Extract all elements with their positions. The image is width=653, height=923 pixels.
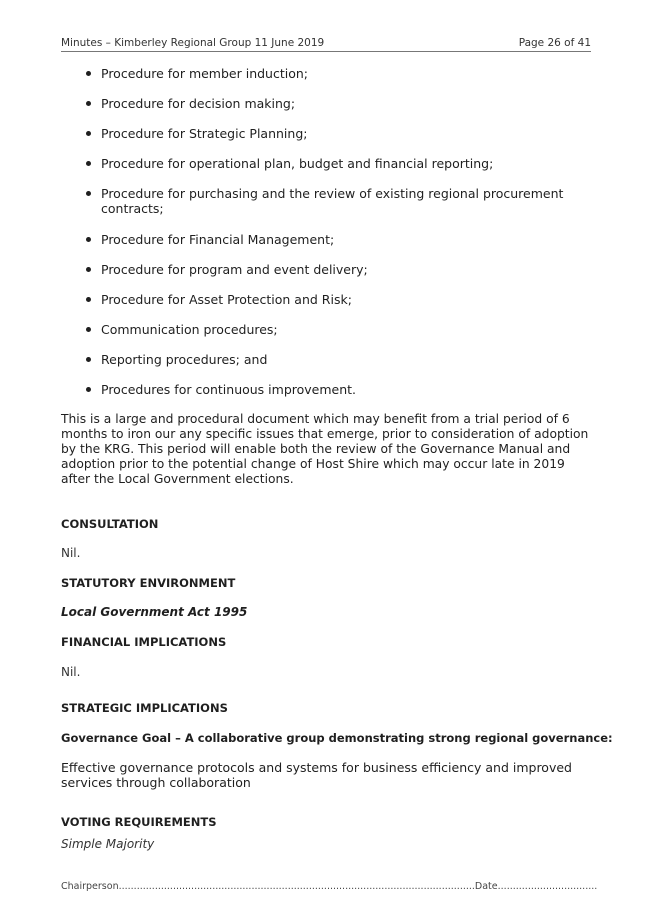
bullet-icon bbox=[86, 71, 91, 76]
bullet-icon bbox=[86, 161, 91, 166]
voting-heading: VOTING REQUIREMENTS bbox=[61, 815, 217, 829]
header-divider bbox=[61, 51, 591, 52]
bullet-icon bbox=[86, 357, 91, 362]
body-paragraph: This is a large and procedural document which may benefit from a trial period of 6 months to iron our any specific issues that emerge, prior to consideration of adoption by the KRG. This period will enable both the review of the Governance Manual and adoption prior to the potential change of Host Shire which may occur late in 2019 after the Local Government elections. bbox=[61, 412, 589, 486]
chairperson-field: Chairperson...................................................................................................................... bbox=[61, 881, 475, 892]
bullet-icon bbox=[86, 131, 91, 136]
date-field: Date................................. bbox=[474, 881, 598, 892]
page-number: Page 26 of 41 bbox=[518, 37, 591, 49]
page-header bbox=[61, 37, 591, 49]
bullet-icon bbox=[86, 237, 91, 242]
consultation-heading: CONSULTATION bbox=[61, 517, 159, 531]
bullet-icon bbox=[86, 387, 91, 392]
strategic-heading: STRATEGIC IMPLICATIONS bbox=[61, 701, 228, 715]
bullet-icon bbox=[86, 191, 91, 196]
financial-text: Nil. bbox=[61, 665, 81, 679]
bullet-icon bbox=[86, 297, 91, 302]
bullet-icon bbox=[86, 101, 91, 106]
signature-line bbox=[61, 881, 597, 892]
statutory-act: Local Government Act 1995 bbox=[61, 605, 248, 619]
financial-heading: FINANCIAL IMPLICATIONS bbox=[61, 635, 227, 649]
statutory-heading: STATUTORY ENVIRONMENT bbox=[61, 576, 236, 590]
consultation-text: Nil. bbox=[61, 546, 81, 560]
governance-goal: Governance Goal – A collaborative group demonstrating strong regional governance: bbox=[61, 731, 613, 745]
voting-text: Simple Majority bbox=[61, 837, 155, 851]
bullet-icon bbox=[86, 267, 91, 272]
strategic-text: Effective governance protocols and systems for business efficiency and improved services through collaboration bbox=[61, 760, 572, 790]
header-title: Minutes – Kimberley Regional Group 11 June 2019 bbox=[61, 37, 325, 49]
bullet-icon bbox=[86, 327, 91, 332]
